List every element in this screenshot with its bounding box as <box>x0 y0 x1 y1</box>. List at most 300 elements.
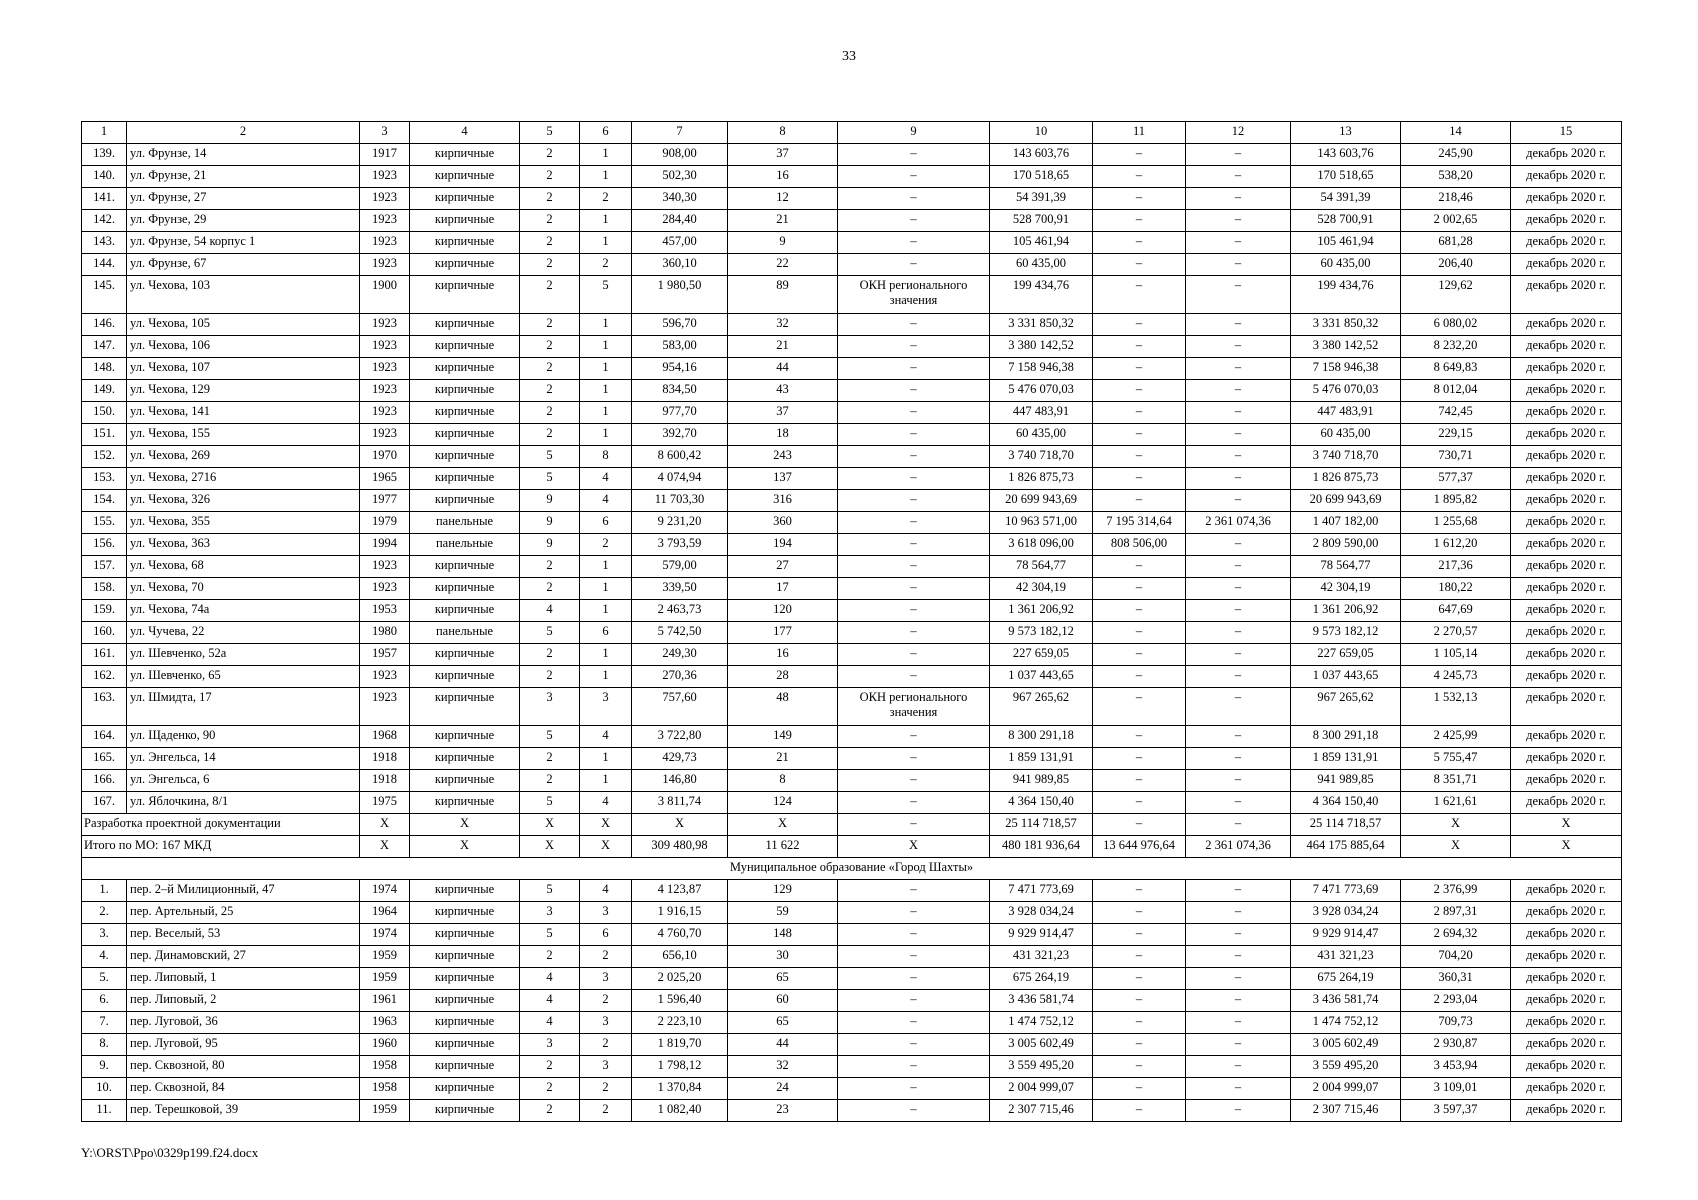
table-cell: 2 <box>580 1078 632 1100</box>
table-cell: 153. <box>82 468 127 490</box>
column-header: 5 <box>520 122 580 144</box>
column-header: 1 <box>82 122 127 144</box>
table-cell: 5 <box>520 622 580 644</box>
table-cell: – <box>838 1100 990 1122</box>
table-cell: 1979 <box>360 512 410 534</box>
table-cell: – <box>1186 1034 1291 1056</box>
table-cell: – <box>1186 166 1291 188</box>
table-cell: – <box>1093 402 1186 424</box>
table-cell: – <box>838 556 990 578</box>
table-cell: 1964 <box>360 902 410 924</box>
table-cell: 2 463,73 <box>632 600 728 622</box>
table-cell: 2 425,99 <box>1401 726 1511 748</box>
table-cell: – <box>1093 336 1186 358</box>
table-cell: 1923 <box>360 336 410 358</box>
table-cell: – <box>1093 1078 1186 1100</box>
table-cell: 2 223,10 <box>632 1012 728 1034</box>
table-cell: 1974 <box>360 880 410 902</box>
table-row <box>82 490 1622 512</box>
table-cell: – <box>838 336 990 358</box>
table-cell: – <box>1186 622 1291 644</box>
table-cell: 9 573 182,12 <box>1291 622 1401 644</box>
table-cell: 9 929 914,47 <box>1291 924 1401 946</box>
table-cell: 2 <box>520 578 580 600</box>
table-cell: 2 270,57 <box>1401 622 1511 644</box>
table-cell: кирпичные <box>410 314 520 336</box>
table-cell: – <box>1093 254 1186 276</box>
table-cell: пер. Артельный, 25 <box>127 902 360 924</box>
page-number: 33 <box>842 49 856 64</box>
table-cell: 245,90 <box>1401 144 1511 166</box>
table-cell: – <box>1093 666 1186 688</box>
table-cell: ул. Чехова, 155 <box>127 424 360 446</box>
table-row <box>82 380 1622 402</box>
table-cell: 3 380 142,52 <box>1291 336 1401 358</box>
table-cell: – <box>1093 232 1186 254</box>
table-cell: кирпичные <box>410 946 520 968</box>
table-cell: 1923 <box>360 556 410 578</box>
table-cell: – <box>838 380 990 402</box>
table-cell: кирпичные <box>410 1056 520 1078</box>
table-cell: 392,70 <box>632 424 728 446</box>
table-cell: 2. <box>82 902 127 924</box>
table-cell: кирпичные <box>410 1078 520 1100</box>
table-cell: 5 476 070,03 <box>1291 380 1401 402</box>
table-cell: 2 930,87 <box>1401 1034 1511 1056</box>
table-cell: ул. Чехова, 363 <box>127 534 360 556</box>
table-cell: 5 476 070,03 <box>990 380 1093 402</box>
table-cell: 2 <box>580 990 632 1012</box>
table-cell: кирпичные <box>410 1100 520 1122</box>
table-cell: 105 461,94 <box>990 232 1093 254</box>
column-header: 15 <box>1511 122 1622 144</box>
table-cell: 12 <box>728 188 838 210</box>
table-cell: кирпичные <box>410 402 520 424</box>
table-cell: 681,28 <box>1401 232 1511 254</box>
table-cell: декабрь 2020 г. <box>1511 232 1622 254</box>
table-cell: 1923 <box>360 688 410 726</box>
table-cell: 1 <box>580 424 632 446</box>
table-cell: 149. <box>82 380 127 402</box>
table-cell: 11 703,30 <box>632 490 728 512</box>
table-cell: 528 700,91 <box>990 210 1093 232</box>
table-cell: 227 659,05 <box>1291 644 1401 666</box>
table-cell: – <box>838 990 990 1012</box>
table-cell: декабрь 2020 г. <box>1511 336 1622 358</box>
table-cell: пер. 2–й Милиционный, 47 <box>127 880 360 902</box>
table-cell: 1968 <box>360 726 410 748</box>
table-cell: – <box>1093 946 1186 968</box>
table-cell: 1965 <box>360 468 410 490</box>
table-cell: 1923 <box>360 358 410 380</box>
table-cell: Х <box>580 836 632 858</box>
table-cell: 4 364 150,40 <box>1291 792 1401 814</box>
table-cell: 8 600,42 <box>632 446 728 468</box>
table-cell: 8 012,04 <box>1401 380 1511 402</box>
table-cell: – <box>1186 924 1291 946</box>
table-cell: 1 407 182,00 <box>1291 512 1401 534</box>
table-cell: ул. Фрунзе, 27 <box>127 188 360 210</box>
table-cell: – <box>838 946 990 968</box>
table-cell: пер. Липовый, 2 <box>127 990 360 1012</box>
table-cell: кирпичные <box>410 446 520 468</box>
table-cell: 4 <box>520 1012 580 1034</box>
table-cell: – <box>838 232 990 254</box>
table-cell: – <box>1186 726 1291 748</box>
design-documentation-row <box>82 814 1622 836</box>
table-cell: кирпичные <box>410 276 520 314</box>
table-cell: 4. <box>82 946 127 968</box>
table-cell: 60 435,00 <box>990 254 1093 276</box>
table-cell: декабрь 2020 г. <box>1511 380 1622 402</box>
table-cell: Х <box>410 814 520 836</box>
table-cell: 1959 <box>360 1100 410 1122</box>
table-cell: 709,73 <box>1401 1012 1511 1034</box>
table-cell: 2 376,99 <box>1401 880 1511 902</box>
table-cell: 3 331 850,32 <box>1291 314 1401 336</box>
table-row <box>82 1034 1622 1056</box>
table-cell: 3 811,74 <box>632 792 728 814</box>
table-cell: 1923 <box>360 166 410 188</box>
table-cell: Х <box>632 814 728 836</box>
table-cell: 1980 <box>360 622 410 644</box>
table-cell: Х <box>728 814 838 836</box>
table-cell: 4 <box>520 968 580 990</box>
table-cell: – <box>1093 622 1186 644</box>
table-cell: – <box>838 210 990 232</box>
table-cell: 3 928 034,24 <box>990 902 1093 924</box>
table-cell: кирпичные <box>410 166 520 188</box>
table-cell: 2 897,31 <box>1401 902 1511 924</box>
table-cell: 167. <box>82 792 127 814</box>
column-header: 11 <box>1093 122 1186 144</box>
table-cell: 37 <box>728 144 838 166</box>
table-cell: 3 597,37 <box>1401 1100 1511 1122</box>
table-cell: – <box>838 188 990 210</box>
table-cell: пер. Веселый, 53 <box>127 924 360 946</box>
table-cell: 42 304,19 <box>1291 578 1401 600</box>
table-cell: 229,15 <box>1401 424 1511 446</box>
table-cell: 528 700,91 <box>1291 210 1401 232</box>
table-cell: 48 <box>728 688 838 726</box>
table-cell: – <box>1186 902 1291 924</box>
table-cell: 44 <box>728 358 838 380</box>
table-cell: – <box>1093 644 1186 666</box>
table-cell: – <box>838 748 990 770</box>
table-cell: – <box>838 666 990 688</box>
table-cell: декабрь 2020 г. <box>1511 968 1622 990</box>
table-body <box>82 122 1622 1122</box>
table-cell: 7 471 773,69 <box>1291 880 1401 902</box>
table-cell: 170 518,65 <box>990 166 1093 188</box>
table-cell: 54 391,39 <box>990 188 1093 210</box>
table-cell: 10. <box>82 1078 127 1100</box>
table-cell: – <box>1186 814 1291 836</box>
table-cell: 154. <box>82 490 127 512</box>
table-cell: 2 <box>520 1056 580 1078</box>
table-cell: 1 <box>580 556 632 578</box>
table-cell: 656,10 <box>632 946 728 968</box>
table-cell: – <box>1093 1100 1186 1122</box>
table-cell: 180,22 <box>1401 578 1511 600</box>
table-cell: 89 <box>728 276 838 314</box>
total-row <box>82 836 1622 858</box>
table-cell: – <box>838 600 990 622</box>
table-cell: 1923 <box>360 210 410 232</box>
table-cell: 4 <box>520 600 580 622</box>
table-cell: ОКН регионального значения <box>838 276 990 314</box>
table-cell: 60 435,00 <box>1291 254 1401 276</box>
table-cell: – <box>1186 276 1291 314</box>
table-cell: 808 506,00 <box>1093 534 1186 556</box>
table-cell: 2 307 715,46 <box>990 1100 1093 1122</box>
table-cell: – <box>1186 1078 1291 1100</box>
table-cell: 9 929 914,47 <box>990 924 1093 946</box>
table-cell: 577,37 <box>1401 468 1511 490</box>
table-cell: 217,36 <box>1401 556 1511 578</box>
table-cell: 4 245,73 <box>1401 666 1511 688</box>
table-cell: декабрь 2020 г. <box>1511 556 1622 578</box>
table-cell: 1953 <box>360 600 410 622</box>
table-cell: – <box>838 512 990 534</box>
table-cell: 2 <box>520 188 580 210</box>
table-cell: 647,69 <box>1401 600 1511 622</box>
table-cell: ул. Фрунзе, 67 <box>127 254 360 276</box>
table-cell: 78 564,77 <box>990 556 1093 578</box>
table-cell: 148. <box>82 358 127 380</box>
table-cell: 105 461,94 <box>1291 232 1401 254</box>
table-cell: 5 <box>520 792 580 814</box>
table-cell: ул. Чехова, 269 <box>127 446 360 468</box>
table-cell: 583,00 <box>632 336 728 358</box>
table-cell: 270,36 <box>632 666 728 688</box>
table-cell: 17 <box>728 578 838 600</box>
table-cell: Х <box>1511 836 1622 858</box>
table-cell: 742,45 <box>1401 402 1511 424</box>
table-cell: ул. Яблочкина, 8/1 <box>127 792 360 814</box>
table-cell: 25 114 718,57 <box>990 814 1093 836</box>
table-cell: 3 618 096,00 <box>990 534 1093 556</box>
table-cell: – <box>1186 556 1291 578</box>
table-row <box>82 924 1622 946</box>
table-cell: 42 304,19 <box>990 578 1093 600</box>
table-cell: 1900 <box>360 276 410 314</box>
table-cell: кирпичные <box>410 968 520 990</box>
table-cell: – <box>1093 968 1186 990</box>
housing-table-container <box>81 121 1621 1122</box>
table-cell: декабрь 2020 г. <box>1511 446 1622 468</box>
table-cell: 146,80 <box>632 770 728 792</box>
table-cell: 2 025,20 <box>632 968 728 990</box>
table-cell: декабрь 2020 г. <box>1511 314 1622 336</box>
table-cell: 6 <box>580 512 632 534</box>
table-cell: – <box>1093 144 1186 166</box>
table-cell: 227 659,05 <box>990 644 1093 666</box>
table-cell: ул. Чучева, 22 <box>127 622 360 644</box>
table-cell: декабрь 2020 г. <box>1511 880 1622 902</box>
table-cell: ул. Чехова, 2716 <box>127 468 360 490</box>
table-cell: – <box>1186 1100 1291 1122</box>
table-cell: 21 <box>728 210 838 232</box>
table-cell: ул. Шевченко, 65 <box>127 666 360 688</box>
table-cell: 3 928 034,24 <box>1291 902 1401 924</box>
table-cell: 1 037 443,65 <box>990 666 1093 688</box>
table-cell: 1923 <box>360 254 410 276</box>
table-cell: ул. Щаденко, 90 <box>127 726 360 748</box>
table-cell: 1 361 206,92 <box>990 600 1093 622</box>
table-cell: кирпичные <box>410 1034 520 1056</box>
table-cell: – <box>1186 490 1291 512</box>
table-cell: пер. Луговой, 36 <box>127 1012 360 1034</box>
table-cell: 21 <box>728 336 838 358</box>
table-cell: декабрь 2020 г. <box>1511 1100 1622 1122</box>
table-cell: 339,50 <box>632 578 728 600</box>
table-cell: – <box>1093 726 1186 748</box>
table-cell: 5 <box>520 446 580 468</box>
table-cell: декабрь 2020 г. <box>1511 1012 1622 1034</box>
table-row <box>82 946 1622 968</box>
table-cell: – <box>1186 380 1291 402</box>
table-cell: – <box>1093 380 1186 402</box>
table-cell: 1970 <box>360 446 410 468</box>
housing-table <box>81 121 1622 1122</box>
table-cell: 32 <box>728 314 838 336</box>
table-cell: ул. Чехова, 141 <box>127 402 360 424</box>
table-cell: 5 <box>520 924 580 946</box>
table-cell: пер. Динамовский, 27 <box>127 946 360 968</box>
table-cell: – <box>1186 688 1291 726</box>
table-cell: ул. Фрунзе, 21 <box>127 166 360 188</box>
column-header: 7 <box>632 122 728 144</box>
table-cell: 3 436 581,74 <box>1291 990 1401 1012</box>
table-cell: – <box>1093 880 1186 902</box>
table-cell: кирпичные <box>410 556 520 578</box>
table-cell: 156. <box>82 534 127 556</box>
table-cell: 3 453,94 <box>1401 1056 1511 1078</box>
table-cell: 54 391,39 <box>1291 188 1401 210</box>
table-cell: 1 798,12 <box>632 1056 728 1078</box>
table-cell: 447 483,91 <box>990 402 1093 424</box>
table-row <box>82 314 1622 336</box>
table-cell: Х <box>410 836 520 858</box>
table-cell: 2 <box>520 556 580 578</box>
table-cell: 3 436 581,74 <box>990 990 1093 1012</box>
table-cell: кирпичные <box>410 990 520 1012</box>
table-cell: 2 <box>580 534 632 556</box>
table-row <box>82 336 1622 358</box>
table-cell: – <box>1093 276 1186 314</box>
column-header: 13 <box>1291 122 1401 144</box>
table-cell: ул. Шмидта, 17 <box>127 688 360 726</box>
table-cell: – <box>1186 990 1291 1012</box>
table-cell: – <box>1186 336 1291 358</box>
table-cell: 9 <box>520 534 580 556</box>
table-cell: – <box>1093 990 1186 1012</box>
table-cell: 162. <box>82 666 127 688</box>
table-cell: – <box>1186 210 1291 232</box>
table-cell: декабрь 2020 г. <box>1511 792 1622 814</box>
table-cell: 1 <box>580 314 632 336</box>
table-cell: 3 005 602,49 <box>1291 1034 1401 1056</box>
table-cell: ОКН регионального значения <box>838 688 990 726</box>
table-cell: 2 361 074,36 <box>1186 512 1291 534</box>
table-cell: 967 265,62 <box>1291 688 1401 726</box>
table-cell: 1974 <box>360 924 410 946</box>
table-cell: 3 793,59 <box>632 534 728 556</box>
table-cell: – <box>1093 210 1186 232</box>
table-cell: 2 <box>580 188 632 210</box>
table-cell: 9 573 182,12 <box>990 622 1093 644</box>
table-cell: 163. <box>82 688 127 726</box>
table-cell: – <box>1093 924 1186 946</box>
table-cell: декабрь 2020 г. <box>1511 402 1622 424</box>
table-cell: 579,00 <box>632 556 728 578</box>
table-cell: 1 826 875,73 <box>990 468 1093 490</box>
table-cell: 28 <box>728 666 838 688</box>
table-row <box>82 446 1622 468</box>
table-cell: 1923 <box>360 578 410 600</box>
table-cell: ул. Чехова, 106 <box>127 336 360 358</box>
table-cell: 1923 <box>360 402 410 424</box>
table-cell: 757,60 <box>632 688 728 726</box>
table-row <box>82 902 1622 924</box>
table-cell: – <box>838 314 990 336</box>
table-row <box>82 166 1622 188</box>
table-cell: – <box>1186 446 1291 468</box>
table-cell: пер. Терешковой, 39 <box>127 1100 360 1122</box>
table-row <box>82 622 1622 644</box>
table-row <box>82 666 1622 688</box>
table-cell: 8 <box>580 446 632 468</box>
table-cell: декабрь 2020 г. <box>1511 358 1622 380</box>
table-cell: 206,40 <box>1401 254 1511 276</box>
table-cell: 1 <box>580 336 632 358</box>
table-cell: декабрь 2020 г. <box>1511 144 1622 166</box>
table-cell: 16 <box>728 166 838 188</box>
table-cell: 137 <box>728 468 838 490</box>
table-cell: 1 859 131,91 <box>1291 748 1401 770</box>
table-cell: 1923 <box>360 314 410 336</box>
table-cell: 24 <box>728 1078 838 1100</box>
table-cell: – <box>1186 792 1291 814</box>
table-cell: кирпичные <box>410 600 520 622</box>
table-row <box>82 1078 1622 1100</box>
table-cell: 60 <box>728 990 838 1012</box>
table-cell: 431 321,23 <box>990 946 1093 968</box>
table-cell: 8 <box>728 770 838 792</box>
table-cell: 140. <box>82 166 127 188</box>
table-cell: – <box>1093 490 1186 512</box>
table-cell: пер. Сквозной, 80 <box>127 1056 360 1078</box>
table-cell: 954,16 <box>632 358 728 380</box>
table-cell: 1 <box>580 144 632 166</box>
table-cell: 5 <box>520 468 580 490</box>
table-cell: 1975 <box>360 792 410 814</box>
table-cell: 10 963 571,00 <box>990 512 1093 534</box>
table-cell: – <box>838 1056 990 1078</box>
table-cell: – <box>838 578 990 600</box>
table-cell: декабрь 2020 г. <box>1511 990 1622 1012</box>
column-header: 9 <box>838 122 990 144</box>
table-cell: кирпичные <box>410 726 520 748</box>
table-cell: 3 331 850,32 <box>990 314 1093 336</box>
table-cell: 3 <box>520 1034 580 1056</box>
table-cell: панельные <box>410 534 520 556</box>
table-cell: декабрь 2020 г. <box>1511 902 1622 924</box>
table-cell: Х <box>520 836 580 858</box>
table-cell: 2 <box>520 748 580 770</box>
table-cell: кирпичные <box>410 748 520 770</box>
